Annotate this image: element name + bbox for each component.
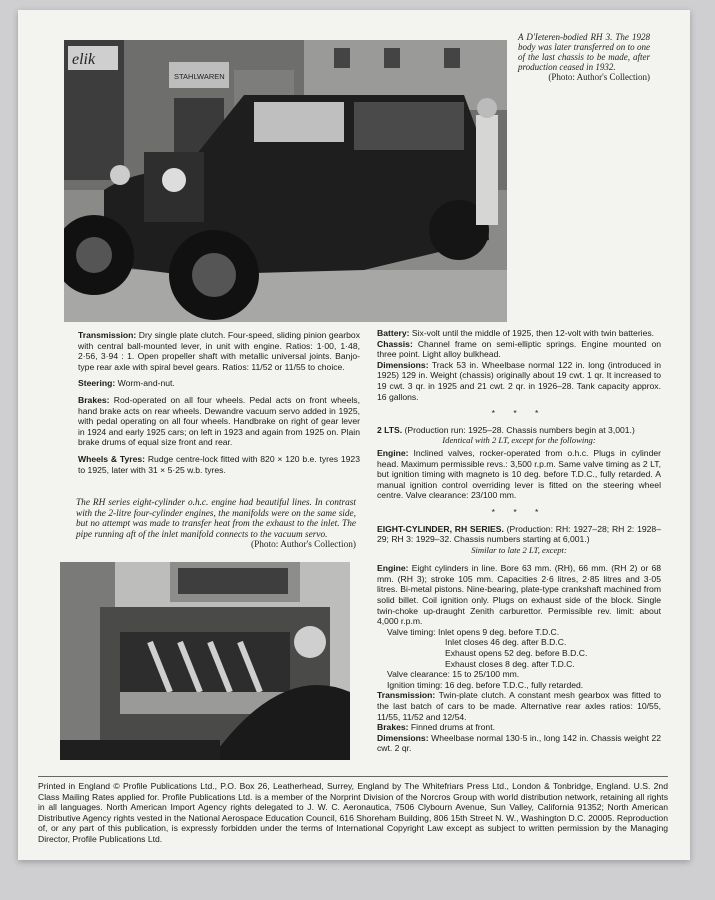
top-photo-caption	[518, 32, 650, 82]
chassis-heading: Chassis:	[377, 338, 413, 349]
rh-brakes-heading: Brakes:	[377, 722, 409, 733]
wheels-text: Rudge centre-lock fitted with 820 × 120 b.e. tyres 1923 to 1925, later with 31 × 5·25 w.b. tyres.	[78, 453, 360, 475]
transmission-heading: Transmission:	[78, 330, 137, 340]
rh-transmission-paragraph	[377, 690, 661, 722]
left-column	[78, 330, 360, 481]
rh-similar-note: Similar to late 2 LT, except:	[471, 544, 567, 555]
valve-timing-label: Valve timing:	[387, 626, 436, 637]
engine-caption-text: The RH series eight-cylinder o.h.c. engine had beautiful lines. In contrast with the 2-litre four-cylinder engines, the manifolds were on the same side, but no attempt was made to transfer heat from the exhaust to the inlet. The pipe running aft of the inlet manifold connects to the vacuum servo.	[76, 498, 356, 540]
lts-engine-text: Inclined valves, rocker-operated from o.h.c. Plugs in cylinder head. Maximum permissible revs.: 3,500 r.p.m. Same valve timing as 2 LT, but ignition timing with magneto is 10 deg. before T.D.C., fully retarded. A manual ignition control overriding lever is fitted on the steering wheel centre. Valve clearance: 23/100 mm.	[377, 447, 662, 501]
rh-brakes-text: Finned drums at front.	[410, 722, 495, 733]
engine-photo-illustration	[60, 562, 350, 760]
lts-text: (Production run: 1925–28. Chassis numbers begin at 3,001.)	[404, 424, 635, 435]
rh-engine-paragraph	[377, 563, 661, 627]
chassis-paragraph	[377, 339, 661, 360]
ignition-timing: Ignition timing: 16 deg. before T.D.C., fully retarded.	[387, 679, 584, 690]
dimensions-heading: Dimensions:	[377, 359, 429, 370]
valve-timing-inlet-closes: Inlet closes 46 deg. after B.D.C.	[445, 637, 567, 648]
valve-clearance: Valve clearance: 15 to 25/100 mm.	[387, 669, 520, 680]
lts-identical-note: Identical with 2 LT, except for the following:	[442, 435, 596, 446]
top-caption-credit: (Photo: Author's Collection)	[548, 72, 650, 82]
section-divider-stars-2: * * *	[491, 506, 547, 517]
rh-brakes-paragraph	[377, 722, 661, 733]
wheels-paragraph	[78, 454, 360, 475]
valve-timing-exhaust-closes: Exhaust closes 8 deg. after T.D.C.	[445, 658, 575, 669]
engine-photo-caption	[76, 498, 356, 551]
battery-heading: Battery:	[377, 328, 410, 338]
chassis-text: Channel frame on semi-elliptic springs. Engine mounted on three point. Light alloy bulkhead.	[377, 338, 662, 360]
wheels-heading: Wheels & Tyres:	[78, 453, 146, 464]
publisher-footer	[38, 776, 668, 845]
transmission-paragraph	[78, 330, 360, 372]
valve-timing-line-1	[377, 627, 661, 638]
lts-engine-paragraph	[377, 448, 661, 501]
battery-text: Six-volt until the middle of 1925, then 12-volt with twin batteries.	[411, 328, 655, 338]
engine-photo	[60, 562, 350, 760]
lts-engine-heading: Engine:	[377, 447, 409, 458]
shop-sign-2: STAHLWAREN	[174, 72, 225, 81]
shop-sign-1: elik	[72, 51, 96, 68]
lts-heading: 2 LTS.	[377, 424, 403, 435]
rh-dimensions-paragraph	[377, 733, 661, 754]
rh-transmission-heading: Transmission:	[377, 690, 436, 701]
top-caption-text: A D'Ieteren-bodied RH 3. The 1928 body was later transferred on to one of the last chassis to be made, after production ceased in 1932.	[518, 32, 650, 72]
battery-paragraph	[377, 328, 661, 339]
rh-engine-text: Eight cylinders in line. Bore 63 mm. (RH), 66 mm. (RH 2) or 68 mm. (RH 3); stroke 105 mm. Capacities 2·6 litres, 2·85 litres and 3·05 litres. Bi-metal pistons. Nine-bearing, plate-type crankshaft machined from solid billet. Coil ignition only. Plugs on exhaust side of the block. Single twin-choke up-draught Zenith carburettor. Permissible rev. limit: about 4,000 r.p.m.	[377, 563, 661, 627]
rh-dimensions-text: Wheelbase normal 130·5 in., long 142 in. Chassis weight 22 cwt. 2 qr.	[377, 732, 661, 754]
rh-engine-heading: Engine:	[377, 563, 409, 574]
footer-text: Printed in England © Profile Publications Ltd., P.O. Box 26, Leatherhead, Surrey, England by The Whitefriars Press Ltd., London & Tonbridge, England. U.S. 2nd Class Mailing Rates applied for. Profile Publications Ltd. is a member of the Norprint Division of the Norcros Group with world distribution network, retaining all rights in all languages. North American Import Agency rights delegated to J. W. C. Aeronautica, 7506 Clybourn Avenue, Sun Valley, California 91352; North American Distributive Agency rights vested in the National Aerospace Education Council, 616 Shoreham Building, 806 15th Street N. W., Washington D.C. 20005. Reproduction of, or any part of this publication, is expressly forbidden under the terms of International Copyright Law except as subject to written permission by the Managing Director, Profile Publications Ltd.	[38, 781, 668, 844]
right-column	[377, 328, 661, 760]
car-photo	[64, 40, 507, 322]
steering-paragraph	[78, 378, 360, 389]
rh-transmission-text: Twin-plate clutch. A constant mesh gearbox was fitted to the last batch of cars to be made. Alternative rear axles ratios: 10/55, 11/55, 11/52 and 12/54.	[377, 690, 661, 722]
dimensions-paragraph	[377, 360, 661, 402]
dimensions-text: Track 53 in. Wheelbase normal 122 in. long (introduced in 1925) 129 in. Weight (chassis) originally about 19 cwt. 1 qr. It increased to 19 cwt. 3 qr. in 1925 and 21 cwt. 2 qr. in 1926–28. Tank capacity approx. 16 gallons.	[377, 359, 661, 402]
rh-paragraph	[377, 524, 661, 545]
transmission-text: Dry single plate clutch. Four-speed, sliding pinion gearbox with central ball-mounted lever, in unit with engine. Ratios: 1·00, 1·48, 2·56, 3·94 : 1. Open propeller shaft with metallic universal joints. Banjo-type rear axle with spiral bevel gears. Ratios: 11/52 or 11/55 to choice.	[78, 330, 360, 372]
engine-caption-credit: (Photo: Author's Collection)	[251, 540, 356, 551]
valve-timing-inlet-opens: Inlet opens 9 deg. before T.D.C.	[437, 626, 560, 637]
lts-paragraph	[377, 425, 661, 436]
valve-timing-exhaust-opens: Exhaust opens 52 deg. before B.D.C.	[445, 648, 588, 659]
brakes-text: Rod-operated on all four wheels. Pedal acts on front wheels, hand brake acts on rear wheels. Dewandre vacuum servo added in 1925, with pedal operating on all four wheels. Handbrake on right of gear lever in 1924 and early 1925 cars; on left in 1923 and again from 1925 on. Plain brake drums of equal size front and rear.	[78, 394, 360, 448]
brakes-paragraph	[78, 395, 360, 448]
steering-text: Worm-and-nut.	[117, 378, 175, 389]
car-photo-illustration	[64, 40, 507, 322]
brakes-heading: Brakes:	[78, 394, 110, 405]
rh-dimensions-heading: Dimensions:	[377, 732, 429, 743]
steering-heading: Steering:	[78, 378, 116, 389]
rh-text: (Production: RH: 1927–28; RH 2: 1928–29; RH 3: 1929–32. Chassis numbers starting at 6,001.)	[377, 523, 661, 545]
rh-heading: EIGHT-CYLINDER, RH SERIES.	[377, 523, 504, 534]
section-divider-stars: * * *	[491, 408, 547, 419]
